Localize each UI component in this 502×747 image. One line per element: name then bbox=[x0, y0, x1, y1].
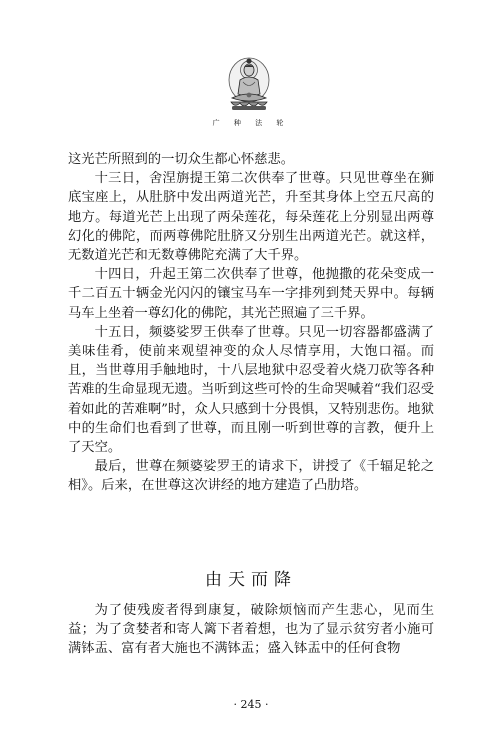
paragraph: 为了使残废者得到康复，破除烦恼而产生悲心，见而生益；为了贪婪者和寄人篱下者着想，也为了显示贫穷者小施可满钵盂、富有者大施也不满钵盂；盛入钵盂中的任何食物 bbox=[68, 603, 434, 657]
page-number: · 245 · bbox=[233, 698, 269, 711]
section-heading: 由天而降 bbox=[205, 570, 297, 590]
emblem-caption: 广 种 法 轮 bbox=[212, 119, 290, 127]
paragraph: 十四日，升起王第二次供奉了世尊，他抛撒的花朵变成一千二百五十辆金光闪闪的镶宝马车一字排列到梵天界中。每辆马车上坐着一尊幻化的佛陀，其光芒照遍了三千界。 bbox=[68, 267, 434, 321]
paragraph: 十三日，舍涅旃提王第二次供奉了世尊。只见世尊坐在狮底宝座上，从肚脐中发出两道光芒，升至其身体上空五尺高的地方。每道光芒上出现了两朵莲花，每朵莲花上分别显出两尊幻化的佛陀，而两尊佛陀肚脐又分别生出两道光芒。就这样，无数道光芒和无数尊佛陀充满了大千界。 bbox=[68, 171, 434, 264]
buddha-emblem-graphic bbox=[226, 56, 272, 114]
body-text bbox=[68, 150, 434, 496]
paragraph-continuation: 这光芒所照到的一切众生都心怀慈悲。 bbox=[68, 152, 295, 167]
paragraph: 最后，世尊在频婆娑罗王的请求下，讲授了《千辐足轮之相》。后来，在世尊这次讲经的地方建造了凸肋塔。 bbox=[68, 459, 434, 494]
seated-buddha-icon bbox=[226, 56, 272, 114]
section-body bbox=[68, 601, 434, 659]
paragraph: 十五日，频婆娑罗王供奉了世尊。只见一切容器都盛满了美味佳肴，使前来观望神变的众人尽情享用，大饱口福。而且，当世尊用手触地时，十八层地狱中忍受着火烧刀砍等各种苦难的生命显现无遗。当听到这些可怜的生命哭喊着“我们忍受着如此的苦难啊”时，众人只感到十分畏惧，又特别悲伤。地狱中的生命们也看到了世尊，而且刚一听到世尊的言教，便升上了天空。 bbox=[68, 324, 434, 456]
